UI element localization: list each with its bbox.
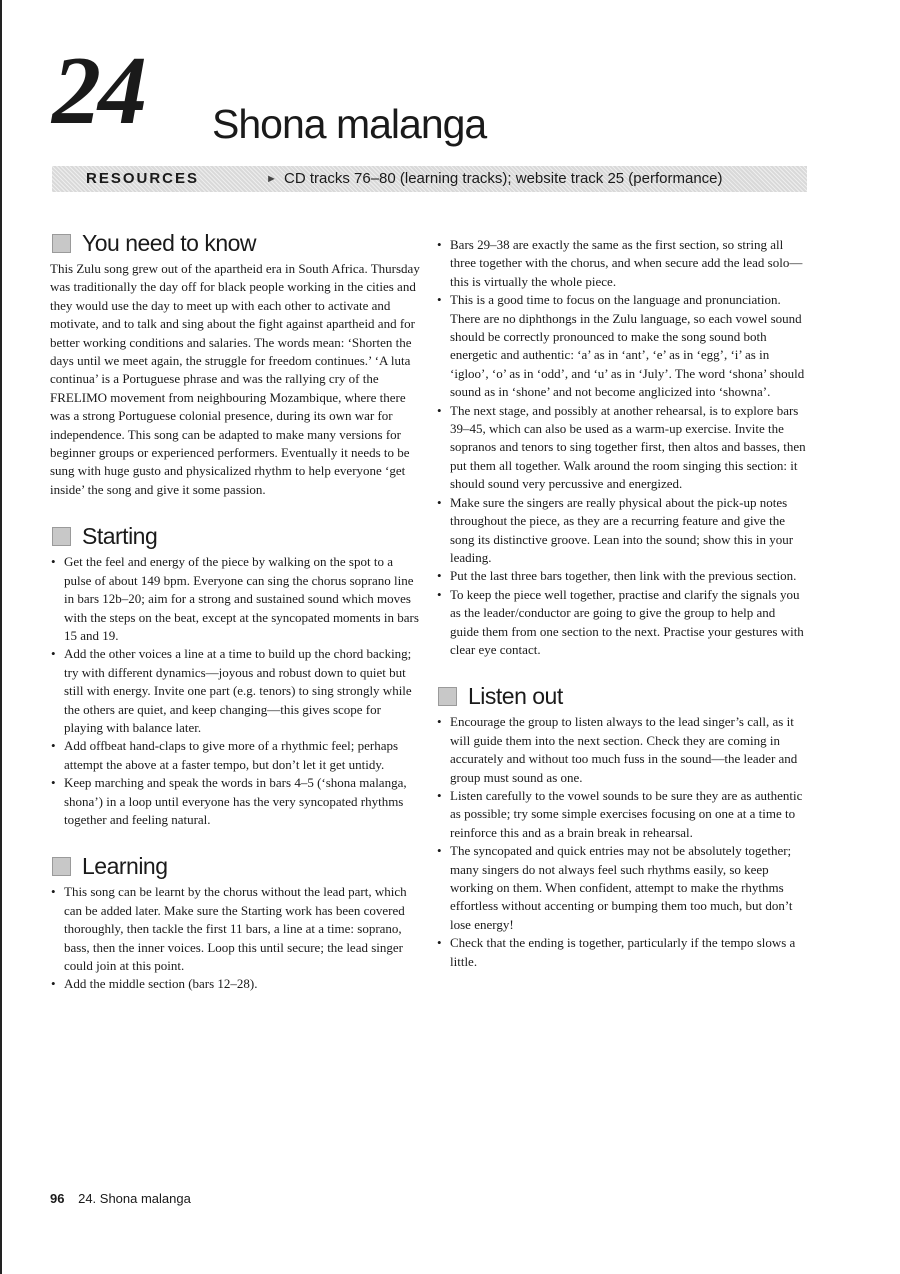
section-title: Starting [82, 522, 158, 549]
section-heading-learning [50, 849, 420, 883]
triangle-right-icon: ► [266, 173, 277, 185]
page-edge [0, 0, 2, 1274]
right-column [436, 236, 806, 971]
page-footer [50, 1191, 191, 1206]
listen-out-list [436, 713, 806, 971]
list-item: • Check that the ending is together, particularly if the tempo slows a little. [436, 934, 806, 971]
list-item: • This song can be learnt by the chorus without the lead part, which can be added later. Make sure the Starting work has been covered thoroughly, then tackle the first 11 bars, a line at a time: soprano, bass, then the inner voices. Loop this until secure; the lead singer could join at this point. [50, 883, 420, 975]
square-bullet-icon [52, 527, 71, 546]
section-title: You need to know [82, 229, 257, 256]
square-bullet-icon [438, 687, 457, 706]
need-to-know-paragraph: This Zulu song grew out of the apartheid era in South Africa. Thursday was traditionally the day off for black people working in the cities and they would use the day to meet up with each other to activate and motivate, and to talk and sing about the fight against apartheid and for better working conditions and salaries. The words mean: ‘Shorten the days until we meet again, the struggle for freedom continues.’ ‘A luta continua’ is a Portuguese phrase and was the rallying cry of the FRELIMO movement from neighbouring Mozambique, where there was a strong Portuguese colonial presence, during its own war for independence. This song can be adapted to make many versions for beginner groups or experienced performers. Eventually it needs to be sung with huge gusto and physicalized rhythm to help everyone ‘get inside’ the song and give it some passion. [50, 261, 420, 497]
resources-bar [52, 166, 807, 192]
learning-list-continued [436, 236, 806, 659]
list-item: • The next stage, and possibly at another rehearsal, is to explore bars 39–45, which can also be used as a warm-up exercise. Invite the sopranos and tenors to sing together first, then altos and basses, then put them all together. Walk around the room singing this section: it should sound very percussive and energized. [436, 402, 806, 494]
page-number: 96 [50, 1191, 65, 1206]
running-title: 24. Shona malanga [78, 1191, 191, 1206]
section-heading-need-to-know [50, 226, 420, 260]
list-item: • Make sure the singers are really physical about the pick-up notes throughout the piece, as they are a recurring feature and give the song its distinctive groove. Lean into the sound; show this in your leading. [436, 494, 806, 568]
list-item: • Add the middle section (bars 12–28). [50, 975, 420, 993]
list-item: • Bars 29–38 are exactly the same as the first section, so string all three together with the chorus, and when secure add the lead solo—this is virtually the whole piece. [436, 236, 806, 291]
list-item: • Put the last three bars together, then link with the previous section. [436, 567, 806, 585]
chapter-number: 24 [52, 37, 144, 145]
list-item: • Add the other voices a line at a time to build up the chord backing; try with different dynamics—joyous and robust down to quiet but still with energy. Invite one part (e.g. tenors) to sing strongly while the others are quiet, and keep changing—this gives scope for playing with balance later. [50, 645, 420, 737]
list-item: • Get the feel and energy of the piece by walking on the spot to a pulse of about 149 bpm. Everyone can sing the chorus soprano line in bars 12b–20; aim for a strong and sustained sound which moves with the steps on the beat, except at the syncopated moments in bars 15 and 19. [50, 553, 420, 645]
section-heading-starting [50, 519, 420, 553]
list-item: • Add offbeat hand-claps to give more of a rhythmic feel; perhaps attempt the above at a faster tempo, but don’t let it get untidy. [50, 737, 420, 774]
section-heading-listen-out [436, 679, 806, 713]
list-item: • To keep the piece well together, practise and clarify the signals you as the leader/conductor are going to give the group to help and guide them from one section to the next. Practise your gestures with clear eye contact. [436, 586, 806, 660]
square-bullet-icon [52, 234, 71, 253]
resources-label: RESOURCES [86, 170, 200, 187]
chapter-title: Shona malanga [212, 101, 487, 147]
section-title: Learning [82, 852, 168, 879]
list-item: • Listen carefully to the vowel sounds to be sure they are as authentic as possible; try some simple exercises focusing on one at a time to reinforce this and as a brain break in rehearsal. [436, 787, 806, 842]
starting-list [50, 553, 420, 829]
learning-list [50, 883, 420, 993]
resources-text: CD tracks 76–80 (learning tracks); website track 25 (performance) [284, 170, 723, 187]
list-item: • Keep marching and speak the words in bars 4–5 (‘shona malanga, shona’) in a loop until everyone has the very syncopated rhythms together and feeling natural. [50, 774, 420, 829]
list-item: • Encourage the group to listen always to the lead singer’s call, as it will guide them into the next section. Check they are coming in accurately and without too much fuss in the sound—the leader and group must sound as one. [436, 713, 806, 787]
left-column [50, 226, 420, 994]
list-item: • This is a good time to focus on the language and pronunciation. There are no diphthongs in the Zulu language, so each vowel sound should be correctly pronounced to make the song sound both energetic and authentic: ‘a’ as in ‘ant’, ‘e’ as in ‘egg’, ‘i’ as in ‘igloo’, ‘o’ as in ‘odd’, and ‘u’ as in ‘July’. The word ‘shona’ should sound as in ‘shone’ and not become anglicized into ‘showna’. [436, 291, 806, 401]
section-title: Listen out [468, 682, 563, 709]
square-bullet-icon [52, 857, 71, 876]
list-item: • The syncopated and quick entries may not be absolutely together; many singers do not always feel such rhythms easily, so keep working on them. When confident, attempt to make the rhythms effortless without accenting or bumping them too much, but don’t lose energy! [436, 842, 806, 934]
